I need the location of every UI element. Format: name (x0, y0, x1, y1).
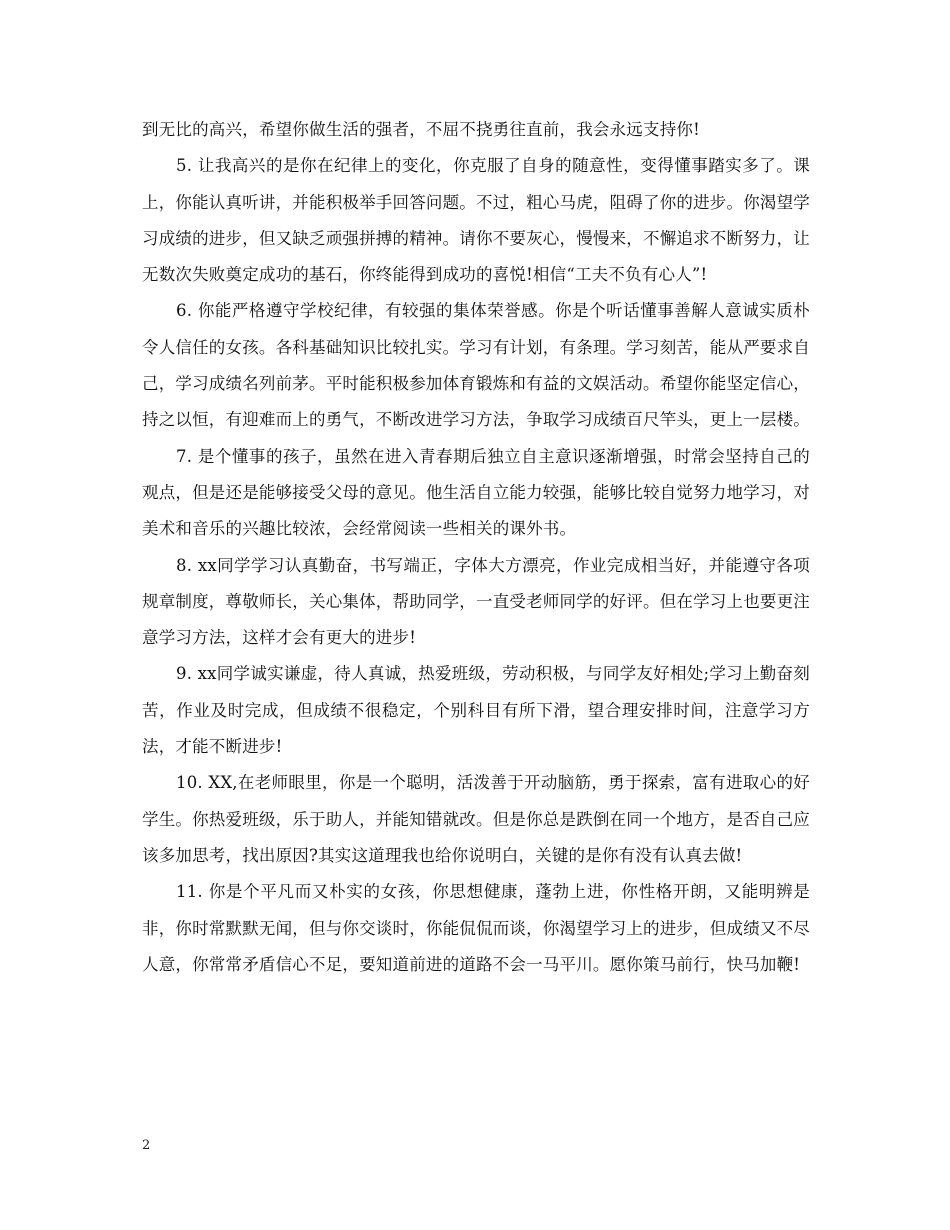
paragraph-item-5: 5. 让我高兴的是你在纪律上的变化，你克服了自身的随意性，变得懂事踏实多了。课上，你能认真听讲，并能积极举手回答问题。不过，粗心马虎，阻碍了你的进步。你渴望学习成绩的进步，但又缺乏顽强拼搏的精神。请你不要灰心，慢慢来，不懈追求不断努力，让无数次失败奠定成功的基石，你终能得到成功的喜悦!相信“工夫不负有心人”! (142, 156, 810, 285)
paragraph-item-9: 9. xx同学诚实谦虚，待人真诚，热爱班级，劳动积极，与同学友好相处;学习上勤奋刻苦，作业及时完成，但成绩不很稳定，个别科目有所下滑，望合理安排时间，注意学习方法，才能不断进步! (142, 664, 810, 757)
paragraph-item-8: 8. xx同学学习认真勤奋，书写端正，字体大方漂亮，作业完成相当好，并能遵守各项规章制度，尊敬师长，关心集体，帮助同学，一直受老师同学的好评。但在学习上也要更注意学习方法，这样才会有更大的进步! (142, 555, 810, 648)
document-body (142, 112, 810, 983)
paragraph-item-10: 10. XX,在老师眼里，你是一个聪明，活泼善于开动脑筋，勇于探索，富有进取心的好学生。你热爱班级，乐于助人，并能知错就改。但是你总是跌倒在同一个地方，是否自己应该多加思考，找出原因?其实这道理我也给你说明白，关键的是你有没有认真去做! (142, 773, 810, 865)
paragraph-item-7: 7. 是个懂事的孩子，虽然在进入青春期后独立自主意识逐渐增强，时常会坚持自己的观点，但是还是能够接受父母的意见。他生活自立能力较强，能够比较自觉努力地学习，对美术和音乐的兴趣比较浓，会经常阅读一些相关的课外书。 (142, 446, 810, 539)
paragraph-item-6: 6. 你能严格遵守学校纪律，有较强的集体荣誉感。你是个听话懂事善解人意诚实质朴令人信任的女孩。各科基础知识比较扎实。学习有计划，有条理。学习刻苦，能从严要求自己，学习成绩名列前茅。平时能积极参加体育锻炼和有益的文娱活动。希望你能坚定信心，持之以恒，有迎难而上的勇气，不断改进学习方法，争取学习成绩百尺竿头，更上一层楼。 (142, 301, 810, 430)
paragraph-continuation: 到无比的高兴，希望你做生活的强者，不屈不挠勇往直前，我会永远支持你! (142, 120, 700, 139)
page-number: 2 (142, 1138, 151, 1153)
paragraph-item-11: 11. 你是个平凡而又朴实的女孩，你思想健康，蓬勃上进，你性格开朗，又能明辨是非，你时常默默无闻，但与你交谈时，你能侃侃而谈，你渴望学习上的进步，但成绩又不尽人意，你常常矛盾信心不足，要知道前进的道路不会一马平川。愿你策马前行，快马加鞭! (142, 882, 810, 974)
